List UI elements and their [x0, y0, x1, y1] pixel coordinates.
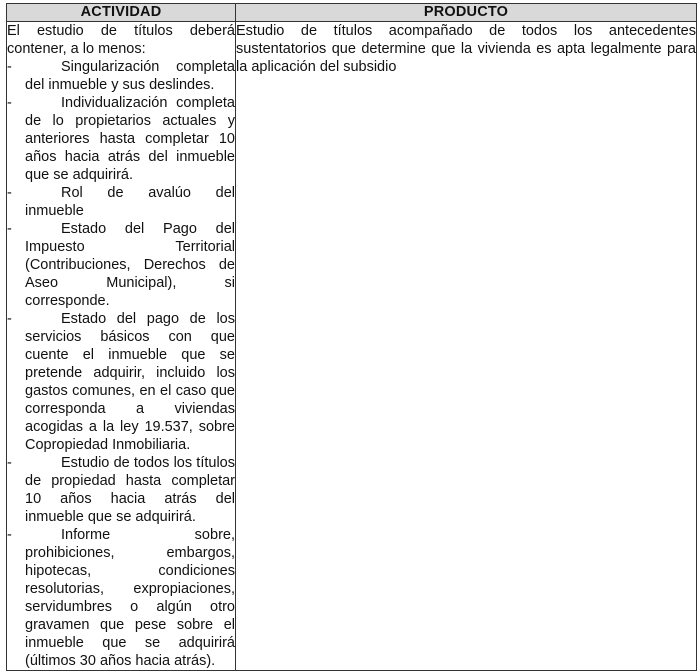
list-item [7, 184, 235, 220]
list-item [7, 526, 235, 670]
table-row [7, 22, 697, 671]
list-item [7, 454, 235, 526]
list-item-text: Rol de avalúo del inmueble [25, 185, 235, 219]
activity-column-header: ACTIVIDAD [7, 4, 236, 22]
activity-product-table [6, 3, 697, 671]
list-item [7, 94, 235, 184]
product-column-header: PRODUCTO [236, 4, 697, 22]
activity-list [7, 58, 235, 670]
list-item-text: Estudio de todos los títulos de propiedad hasta completar 10 años hacia atrás del inmueble que se adquirirá. [25, 455, 235, 525]
list-item-text: Singularización completa del inmueble y sus deslindes. [25, 59, 235, 93]
product-text: Estudio de títulos acompañado de todos los antecedentes sustentatorios que determine que la vivienda es apta legalmente para la aplicación del subsidio [236, 23, 696, 75]
list-item-text: Estado del Pago del Impuesto Territorial (Contribuciones, Derechos de Aseo Municipal), si corresponde. [25, 221, 235, 309]
bullet-dash: - [7, 221, 12, 237]
list-item-text: Estado del pago de los servicios básicos con que cuente el inmueble que se pretende adquirir, incluido los gastos comunes, en el caso que corresponda a viviendas acogidas a la ley 19.537, sobre Copropiedad Inmobiliaria. [25, 311, 235, 453]
bullet-dash: - [7, 527, 12, 543]
table-header-row [7, 4, 697, 22]
list-item [7, 58, 235, 94]
activity-intro: El estudio de títulos deberá contener, a lo menos: [7, 23, 235, 57]
list-item-text: Individualización completa de lo propietarios actuales y anteriores hasta completar 10 años hacia atrás del inmueble que se adquirirá. [25, 95, 235, 183]
list-item-text: Informe sobre, prohibiciones, embargos, hipotecas, condiciones resolutorias, expropiaciones, servidumbres o algún otro gravamen que pese sobre el inmueble que se adquirirá (últimos 30 años hacia atrás). [25, 527, 235, 669]
product-cell [236, 22, 697, 671]
list-item [7, 310, 235, 454]
list-item [7, 220, 235, 310]
bullet-dash: - [7, 59, 12, 75]
bullet-dash: - [7, 95, 12, 111]
bullet-dash: - [7, 455, 12, 471]
bullet-dash: - [7, 185, 12, 201]
bullet-dash: - [7, 311, 12, 327]
activity-cell [7, 22, 236, 671]
